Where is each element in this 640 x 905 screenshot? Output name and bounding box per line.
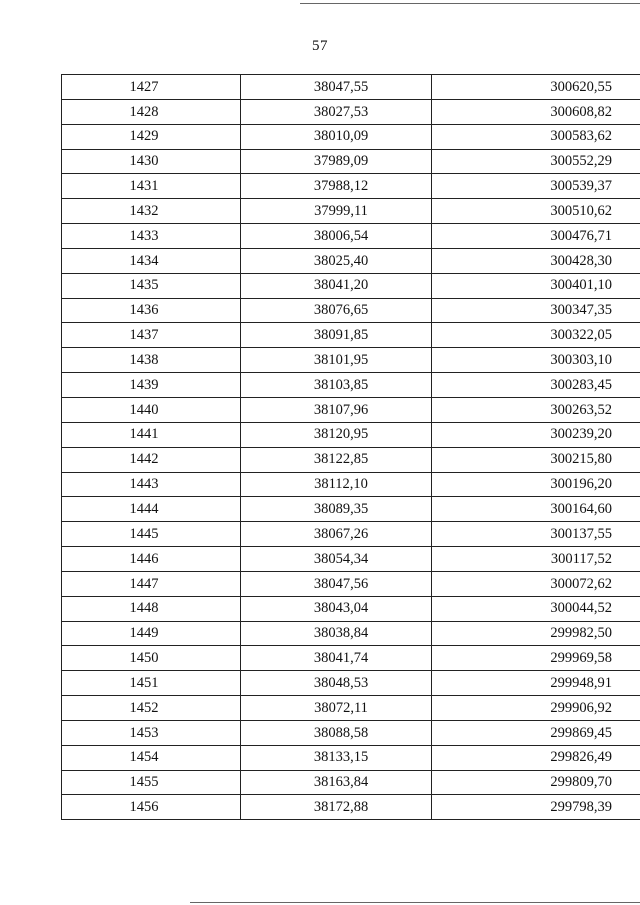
point-number-cell: 1448: [62, 596, 241, 621]
table-row: [62, 596, 640, 621]
x-coordinate-cell: 38101,95: [241, 348, 432, 373]
x-coordinate-cell: 38067,26: [241, 522, 432, 547]
x-coordinate-cell: 37989,09: [241, 149, 432, 174]
x-coordinate-cell: 38112,10: [241, 472, 432, 497]
table-row: [62, 248, 640, 273]
table-row: [62, 646, 640, 671]
table-row: [62, 522, 640, 547]
table-row: [62, 323, 640, 348]
table-row: [62, 770, 640, 795]
point-number-cell: 1434: [62, 248, 241, 273]
y-coordinate-cell: 300164,60: [432, 497, 640, 522]
coordinates-table-container: [61, 74, 612, 820]
y-coordinate-cell: 299906,92: [432, 696, 640, 721]
y-coordinate-cell: 300347,35: [432, 298, 640, 323]
table-row: [62, 75, 640, 100]
y-coordinate-cell: 300620,55: [432, 75, 640, 100]
table-row: [62, 199, 640, 224]
point-number-cell: 1442: [62, 447, 241, 472]
point-number-cell: 1450: [62, 646, 241, 671]
x-coordinate-cell: 38041,20: [241, 273, 432, 298]
table-row: [62, 745, 640, 770]
y-coordinate-cell: 299826,49: [432, 745, 640, 770]
y-coordinate-cell: 299798,39: [432, 795, 640, 820]
x-coordinate-cell: 38133,15: [241, 745, 432, 770]
point-number-cell: 1438: [62, 348, 241, 373]
table-row: [62, 447, 640, 472]
x-coordinate-cell: 38048,53: [241, 671, 432, 696]
y-coordinate-cell: 300239,20: [432, 422, 640, 447]
point-number-cell: 1444: [62, 497, 241, 522]
point-number-cell: 1445: [62, 522, 241, 547]
y-coordinate-cell: 300215,80: [432, 447, 640, 472]
point-number-cell: 1454: [62, 745, 241, 770]
x-coordinate-cell: 38107,96: [241, 397, 432, 422]
table-row: [62, 422, 640, 447]
y-coordinate-cell: 300117,52: [432, 547, 640, 572]
y-coordinate-cell: 300283,45: [432, 373, 640, 398]
table-row: [62, 497, 640, 522]
table-row: [62, 273, 640, 298]
point-number-cell: 1437: [62, 323, 241, 348]
x-coordinate-cell: 38054,34: [241, 547, 432, 572]
coordinates-table-body: [62, 75, 640, 820]
x-coordinate-cell: 38027,53: [241, 99, 432, 124]
table-row: [62, 472, 640, 497]
x-coordinate-cell: 38047,56: [241, 571, 432, 596]
point-number-cell: 1455: [62, 770, 241, 795]
y-coordinate-cell: 300196,20: [432, 472, 640, 497]
y-coordinate-cell: 300608,82: [432, 99, 640, 124]
point-number-cell: 1436: [62, 298, 241, 323]
table-row: [62, 298, 640, 323]
y-coordinate-cell: 300401,10: [432, 273, 640, 298]
y-coordinate-cell: 300539,37: [432, 174, 640, 199]
point-number-cell: 1446: [62, 547, 241, 572]
table-row: [62, 224, 640, 249]
point-number-cell: 1427: [62, 75, 241, 100]
x-coordinate-cell: 38038,84: [241, 621, 432, 646]
x-coordinate-cell: 37988,12: [241, 174, 432, 199]
y-coordinate-cell: 300583,62: [432, 124, 640, 149]
x-coordinate-cell: 38122,85: [241, 447, 432, 472]
table-row: [62, 621, 640, 646]
x-coordinate-cell: 38043,04: [241, 596, 432, 621]
y-coordinate-cell: 300552,29: [432, 149, 640, 174]
point-number-cell: 1449: [62, 621, 241, 646]
x-coordinate-cell: 38088,58: [241, 720, 432, 745]
x-coordinate-cell: 38089,35: [241, 497, 432, 522]
point-number-cell: 1451: [62, 671, 241, 696]
top-scan-rule: [300, 3, 640, 4]
y-coordinate-cell: 299809,70: [432, 770, 640, 795]
x-coordinate-cell: 38172,88: [241, 795, 432, 820]
point-number-cell: 1432: [62, 199, 241, 224]
y-coordinate-cell: 300137,55: [432, 522, 640, 547]
table-row: [62, 124, 640, 149]
y-coordinate-cell: 299869,45: [432, 720, 640, 745]
x-coordinate-cell: 38047,55: [241, 75, 432, 100]
table-row: [62, 795, 640, 820]
point-number-cell: 1433: [62, 224, 241, 249]
point-number-cell: 1443: [62, 472, 241, 497]
table-row: [62, 174, 640, 199]
point-number-cell: 1452: [62, 696, 241, 721]
y-coordinate-cell: 300263,52: [432, 397, 640, 422]
page-number: 57: [312, 38, 328, 54]
point-number-cell: 1431: [62, 174, 241, 199]
x-coordinate-cell: 38076,65: [241, 298, 432, 323]
y-coordinate-cell: 300428,30: [432, 248, 640, 273]
y-coordinate-cell: 300044,52: [432, 596, 640, 621]
point-number-cell: 1440: [62, 397, 241, 422]
y-coordinate-cell: 299969,58: [432, 646, 640, 671]
y-coordinate-cell: 300322,05: [432, 323, 640, 348]
point-number-cell: 1453: [62, 720, 241, 745]
point-number-cell: 1428: [62, 99, 241, 124]
point-number-cell: 1447: [62, 571, 241, 596]
x-coordinate-cell: 38072,11: [241, 696, 432, 721]
x-coordinate-cell: 38120,95: [241, 422, 432, 447]
x-coordinate-cell: 38041,74: [241, 646, 432, 671]
table-row: [62, 348, 640, 373]
y-coordinate-cell: 300510,62: [432, 199, 640, 224]
x-coordinate-cell: 38091,85: [241, 323, 432, 348]
bottom-scan-rule: [190, 902, 640, 903]
table-row: [62, 547, 640, 572]
y-coordinate-cell: 300303,10: [432, 348, 640, 373]
y-coordinate-cell: 300476,71: [432, 224, 640, 249]
point-number-cell: 1430: [62, 149, 241, 174]
table-row: [62, 696, 640, 721]
table-row: [62, 671, 640, 696]
table-row: [62, 99, 640, 124]
table-row: [62, 720, 640, 745]
y-coordinate-cell: 299948,91: [432, 671, 640, 696]
x-coordinate-cell: 38025,40: [241, 248, 432, 273]
y-coordinate-cell: 300072,62: [432, 571, 640, 596]
point-number-cell: 1435: [62, 273, 241, 298]
table-row: [62, 397, 640, 422]
point-number-cell: 1441: [62, 422, 241, 447]
x-coordinate-cell: 38010,09: [241, 124, 432, 149]
table-row: [62, 373, 640, 398]
point-number-cell: 1456: [62, 795, 241, 820]
point-number-cell: 1439: [62, 373, 241, 398]
coordinates-table: [61, 74, 640, 820]
x-coordinate-cell: 37999,11: [241, 199, 432, 224]
x-coordinate-cell: 38103,85: [241, 373, 432, 398]
x-coordinate-cell: 38006,54: [241, 224, 432, 249]
table-row: [62, 571, 640, 596]
table-row: [62, 149, 640, 174]
y-coordinate-cell: 299982,50: [432, 621, 640, 646]
x-coordinate-cell: 38163,84: [241, 770, 432, 795]
point-number-cell: 1429: [62, 124, 241, 149]
